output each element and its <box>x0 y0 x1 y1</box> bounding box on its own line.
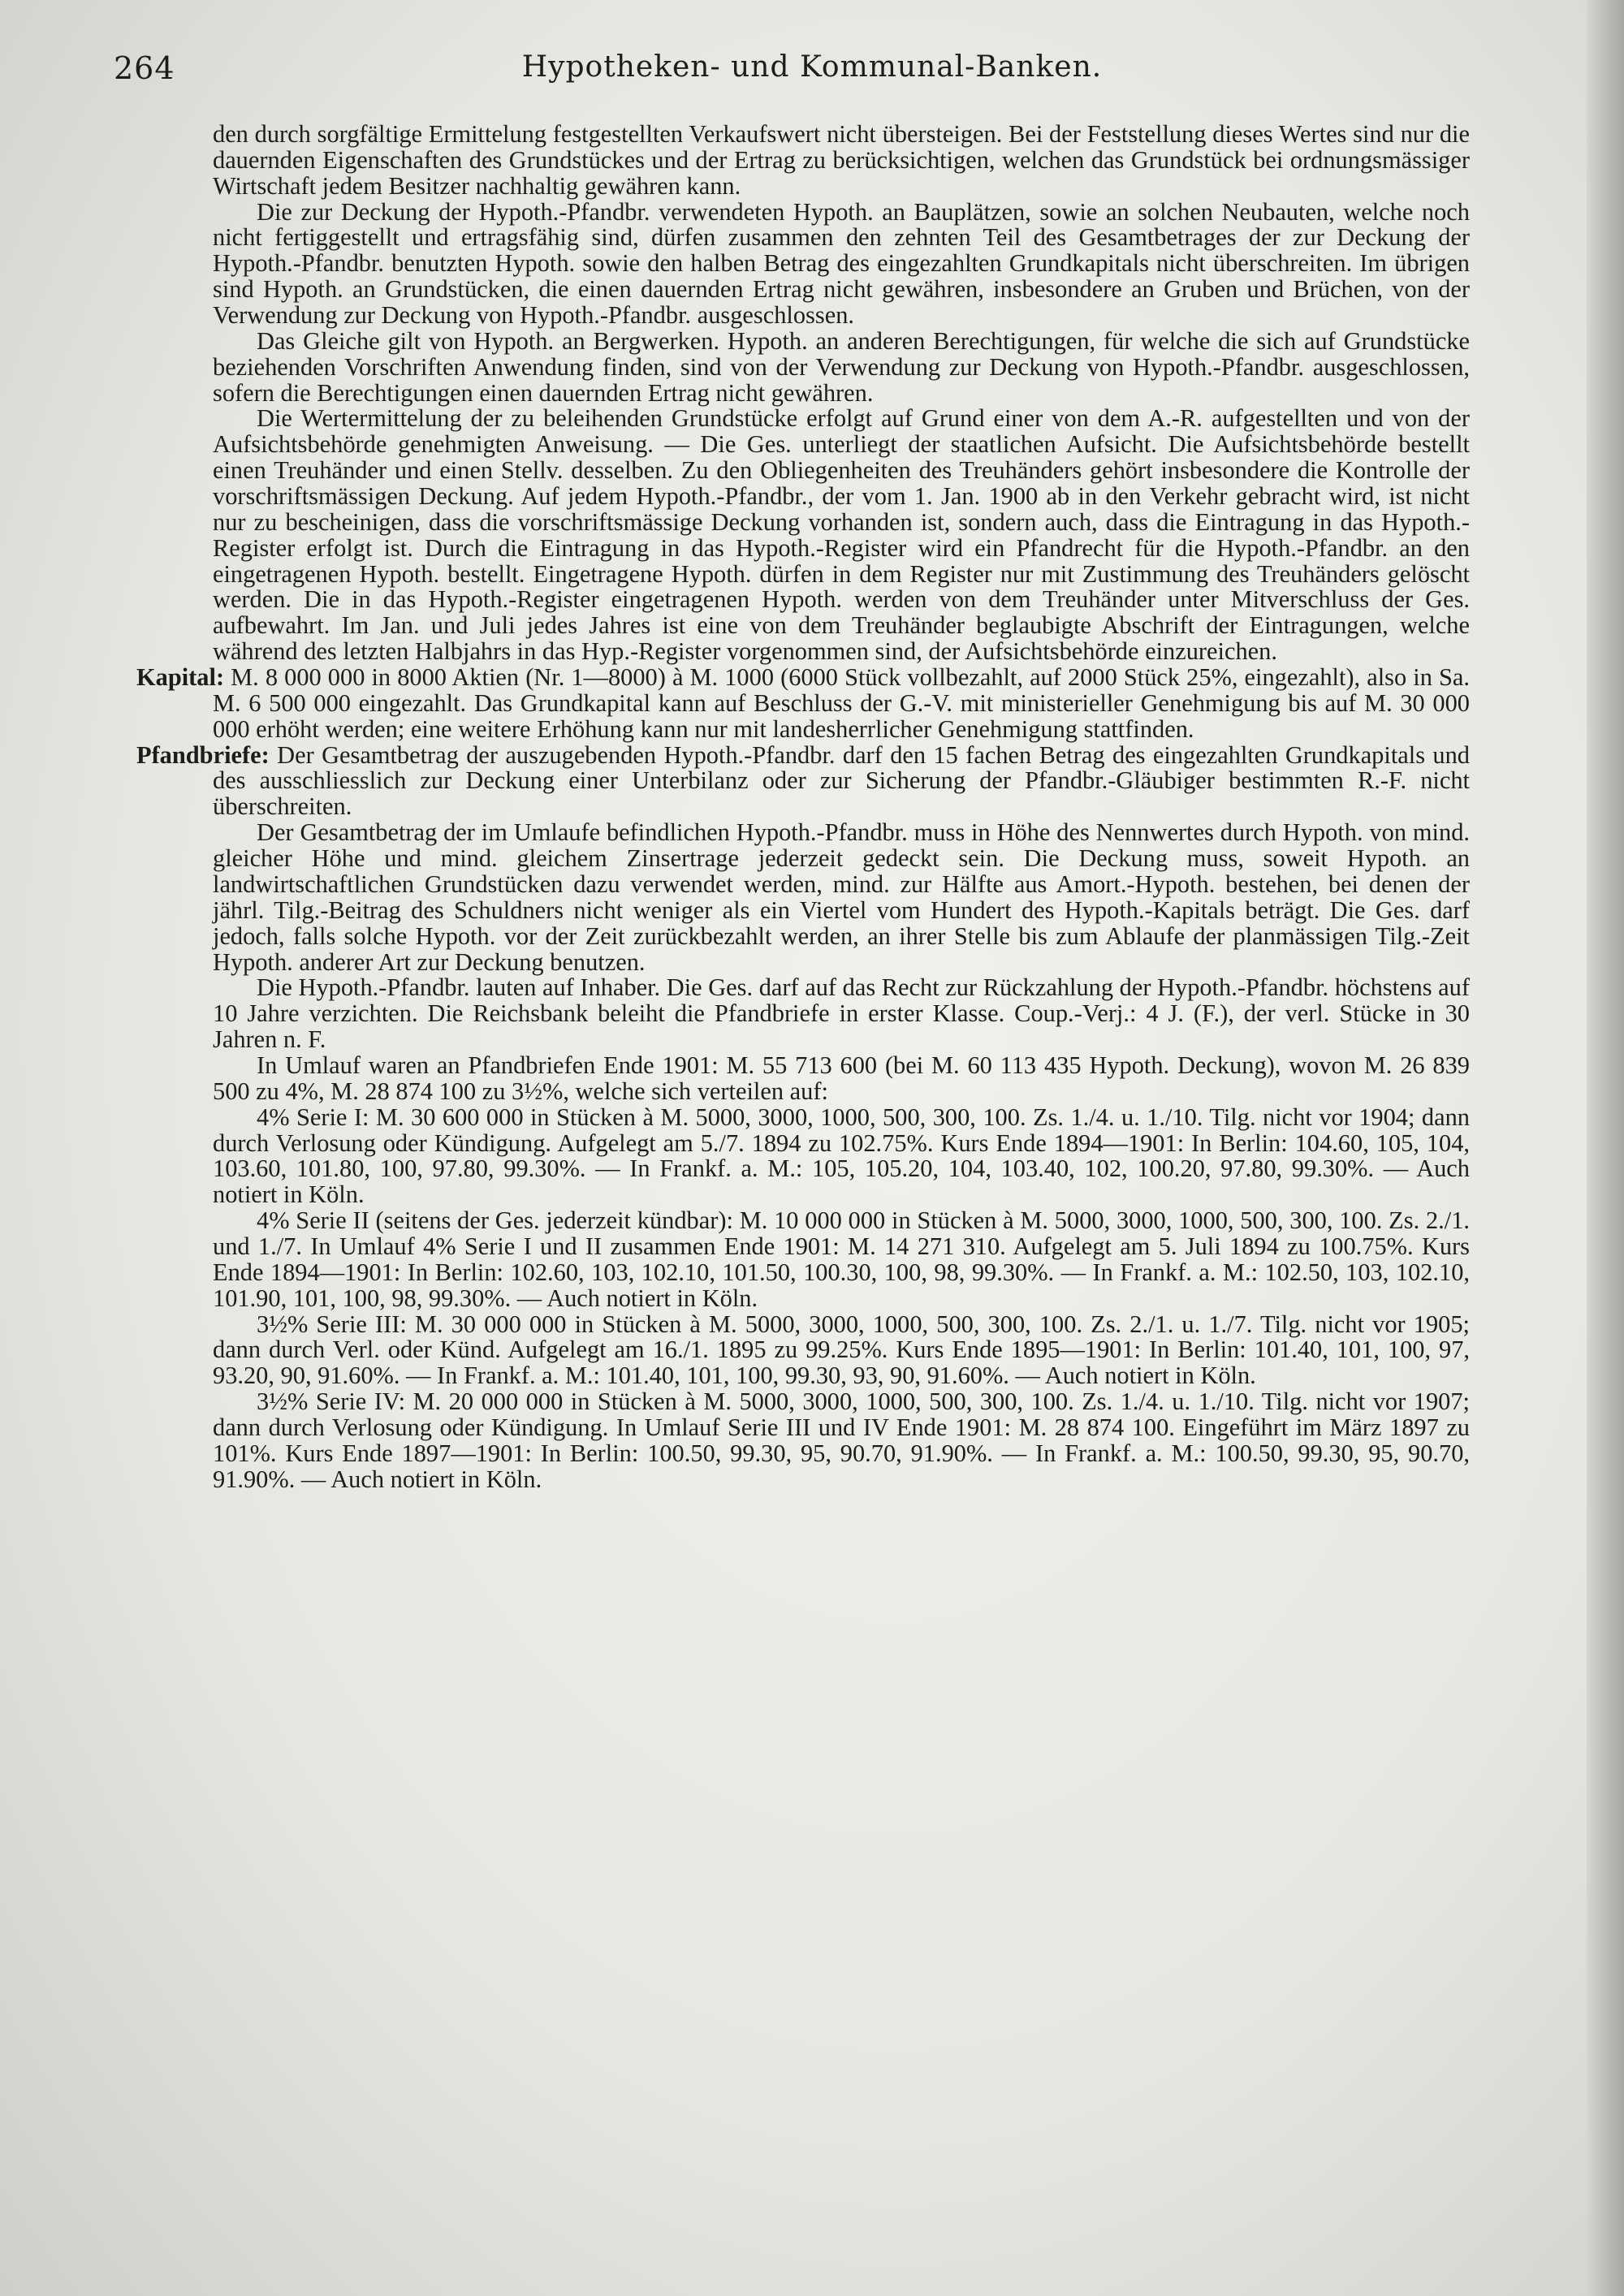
running-title: Hypotheken- und Kommunal-Banken. <box>521 50 1103 84</box>
page-header <box>0 50 1624 99</box>
series-paragraph: 4% Serie I: M. 30 600 000 in Stücken à M. 5000, 3000, 1000, 500, 300, 100. Zs. 1./4. u. 1./10. Tilg. nicht vor 1904; dann durch Verlosung oder Kündigung. Aufgelegt am 5./7. 1894 zu 102.75%. Kurs Ende 1894—1901: In Berlin: 104.60, 105, 104, 103.60, 101.80, 100, 97.80, 99.30%. — In Frankf. a. M.: 105, 105.20, 104, 103.40, 102, 100.20, 97.80, 99.30%. — Auch notiert in Köln. <box>213 1103 1470 1209</box>
paragraph: Die zur Deckung der Hypoth.-Pfandbr. verwendeten Hypoth. an Bauplätzen, sowie an solchen Neubauten, welche noch nicht fertiggestellt und ertragsfähig sind, dürfen zusammen den zehnten Teil des Gesamtbetrages der zur Deckung der Hypoth.-Pfandbr. benutzten Hypoth. sowie den halben Betrag des eingezahlten Grundkapitals nicht überschreiten. Im übrigen sind Hypoth. an Grundstücken, die einen dauernden Ertrag nicht gewähren, insbesondere an Gruben und Brüchen, von der Verwendung zur Deckung von Hypoth.-Pfandbr. ausgeschlossen. <box>213 197 1470 330</box>
paragraph: Die Hypoth.-Pfandbr. lauten auf Inhaber. Die Ges. darf auf das Recht zur Rückzahlung der Hypoth.-Pfandbr. höchstens auf 10 Jahre verzichten. Die Reichsbank beleiht die Pfandbriefe in erster Klasse. Coup.-Verj.: 4 J. (F.), der verl. Stücke in 30 Jahren n. F. <box>213 973 1470 1054</box>
book-spine-shadow <box>1587 0 1624 2296</box>
series-paragraph: 4% Serie II (seitens der Ges. jederzeit kündbar): M. 10 000 000 in Stücken à M. 5000, 3000, 1000, 500, 300, 100. Zs. 2./1. und 1./7. In Umlauf 4% Serie I und II zusammen Ende 1901: M. 14 271 310. Aufgelegt am 5. Juli 1894 zu 100.75%. Kurs Ende 1894—1901: In Berlin: 102.60, 103, 102.10, 101.50, 100.30, 100, 98, 99.30%. — In Frankf. a. M.: 102.50, 103, 102.10, 101.90, 101, 100, 98, 99.30%. — Auch notiert in Köln. <box>213 1206 1470 1312</box>
section-label-pfandbriefe: Pfandbriefe: <box>136 740 270 769</box>
page-number: 264 <box>114 50 175 86</box>
section-kapital <box>136 663 1470 743</box>
series-paragraph: 3½% Serie III: M. 30 000 000 in Stücken à M. 5000, 3000, 1000, 500, 300, 100. Zs. 2./1. u. 1./7. Tilg. nicht vor 1905; dann durch Verl. oder Künd. Aufgelegt am 16./1. 1895 zu 99.25%. Kurs Ende 1895—1901: In Berlin: 101.40, 101, 100, 97, 93.20, 90, 91.60%. — In Frankf. a. M.: 101.40, 101, 100, 99.30, 93, 90, 91.60%. — Auch notiert in Köln. <box>213 1310 1470 1390</box>
body-text <box>136 120 1470 1493</box>
series-paragraph: 3½% Serie IV: M. 20 000 000 in Stücken à M. 5000, 3000, 1000, 500, 300, 100. Zs. 1./4. u. 1./10. Tilg. nicht vor 1907; dann durch Verlosung oder Kündigung. In Umlauf Serie III und IV Ende 1901: M. 28 874 100. Eingeführt im März 1897 zu 101%. Kurs Ende 1897—1901: In Berlin: 100.50, 99.30, 95, 90.70, 91.90%. — In Frankf. a. M.: 100.50, 99.30, 95, 90.70, 91.90%. — Auch notiert in Köln. <box>213 1388 1470 1493</box>
section-text-pfandbriefe: Der Gesamtbetrag der auszugebenden Hypoth.-Pfandbr. darf den 15 fachen Betrag des eingezahlten Grundkapitals und des ausschliesslich zur Deckung einer Unterbilanz oder zur Sicherung der Pfandbr.-Gläubiger bestimmten R.-F. nicht überschreiten. <box>213 740 1470 821</box>
paragraph: Der Gesamtbetrag der im Umlaufe befindlichen Hypoth.-Pfandbr. muss in Höhe des Nennwertes durch Hypoth. von mind. gleicher Höhe und mind. gleichem Zinsertrage jederzeit gedeckt sein. Die Deckung muss, soweit Hypoth. an landwirtschaftlichen Grundstücken dazu verwendet werden, mind. zur Hälfte aus Amort.-Hypoth. bestehen, bei denen der jährl. Tilg.-Beitrag des Schuldners nicht weniger als ein Viertel vom Hundert des Hypoth.-Kapitals beträgt. Die Ges. darf jedoch, falls solche Hypoth. vor der Zeit zurückbezahlt werden, an ihrer Stelle bis zum Ablaufe der planmässigen Tilg.-Zeit Hypoth. anderer Art zur Deckung benutzen. <box>213 818 1470 976</box>
section-text-kapital: M. 8 000 000 in 8000 Aktien (Nr. 1—8000) à M. 1000 (6000 Stück vollbezahlt, auf 2000 Stück 25%, eingezahlt), also in Sa. M. 6 500 000 eingezahlt. Das Grundkapital kann auf Beschluss der G.-V. mit ministerieller Genehmigung bis auf M. 30 000 000 erhöht werden; eine weitere Erhöhung kann nur mit landesherrlicher Genehmigung stattfinden. <box>213 663 1470 743</box>
paragraph: Das Gleiche gilt von Hypoth. an Bergwerken. Hypoth. an anderen Berechtigungen, für welche die sich auf Grundstücke beziehenden Vorschriften Anwendung finden, sind von der Verwendung zur Deckung von Hypoth.-Pfandbr. ausgeschlossen, sofern die Berechtigungen einen dauernden Ertrag nicht gewähren. <box>213 326 1470 407</box>
section-pfandbriefe <box>136 740 1470 821</box>
paragraph: In Umlauf waren an Pfandbriefen Ende 1901: M. 55 713 600 (bei M. 60 113 435 Hypoth. Deckung), wovon M. 26 839 500 zu 4%, M. 28 874 100 zu 3½%, welche sich verteilen auf: <box>213 1051 1470 1105</box>
paragraph: Die Wertermittelung der zu beleihenden Grundstücke erfolgt auf Grund einer von dem A.-R. aufgestellten und von der Aufsichtsbehörde genehmigten Anweisung. — Die Ges. unterliegt der staatlichen Aufsicht. Die Aufsichtsbehörde bestellt einen Treuhänder und einen Stellv. desselben. Zu den Obliegenheiten des Treuhänders gehört insbesondere die Kontrolle der vorschriftsmässigen Deckung. Auf jedem Hypoth.-Pfandbr., der vom 1. Jan. 1900 ab in den Verkehr gebracht wird, ist nicht nur zu bescheinigen, dass die vorschriftsmässige Deckung vorhanden ist, sondern auch, dass die Eintragung in das Hypoth.-Register erfolgt ist. Durch die Eintragung in das Hypoth.-Register wird ein Pfandrecht für die Hypoth.-Pfandbr. an den eingetragenen Hypoth. bestellt. Eingetragene Hypoth. dürfen in dem Register nur mit Zustimmung des Treuhänders gelöscht werden. Die in das Hypoth.-Register eingetragenen Hypoth. werden von dem Treuhänder unter Mitverschluss der Ges. aufbewahrt. Im Jan. und Juli jedes Jahres ist eine von dem Treuhänder beglaubigte Abschrift der Eintragungen, welche während des letzten Halbjahrs in das Hyp.-Register vorgenommen sind, der Aufsichtsbehörde einzureichen. <box>213 404 1470 666</box>
section-label-kapital: Kapital: <box>136 663 225 692</box>
paragraph: den durch sorgfältige Ermittelung festgestellten Verkaufswert nicht übersteigen. Bei der Feststellung dieses Wertes sind nur die dauernden Eigenschaften des Grundstückes und der Ertrag zu berücksichtigen, welchen das Grundstück bei ordnungsmässiger Wirtschaft jedem Besitzer nachhaltig gewähren kann. <box>213 120 1470 200</box>
